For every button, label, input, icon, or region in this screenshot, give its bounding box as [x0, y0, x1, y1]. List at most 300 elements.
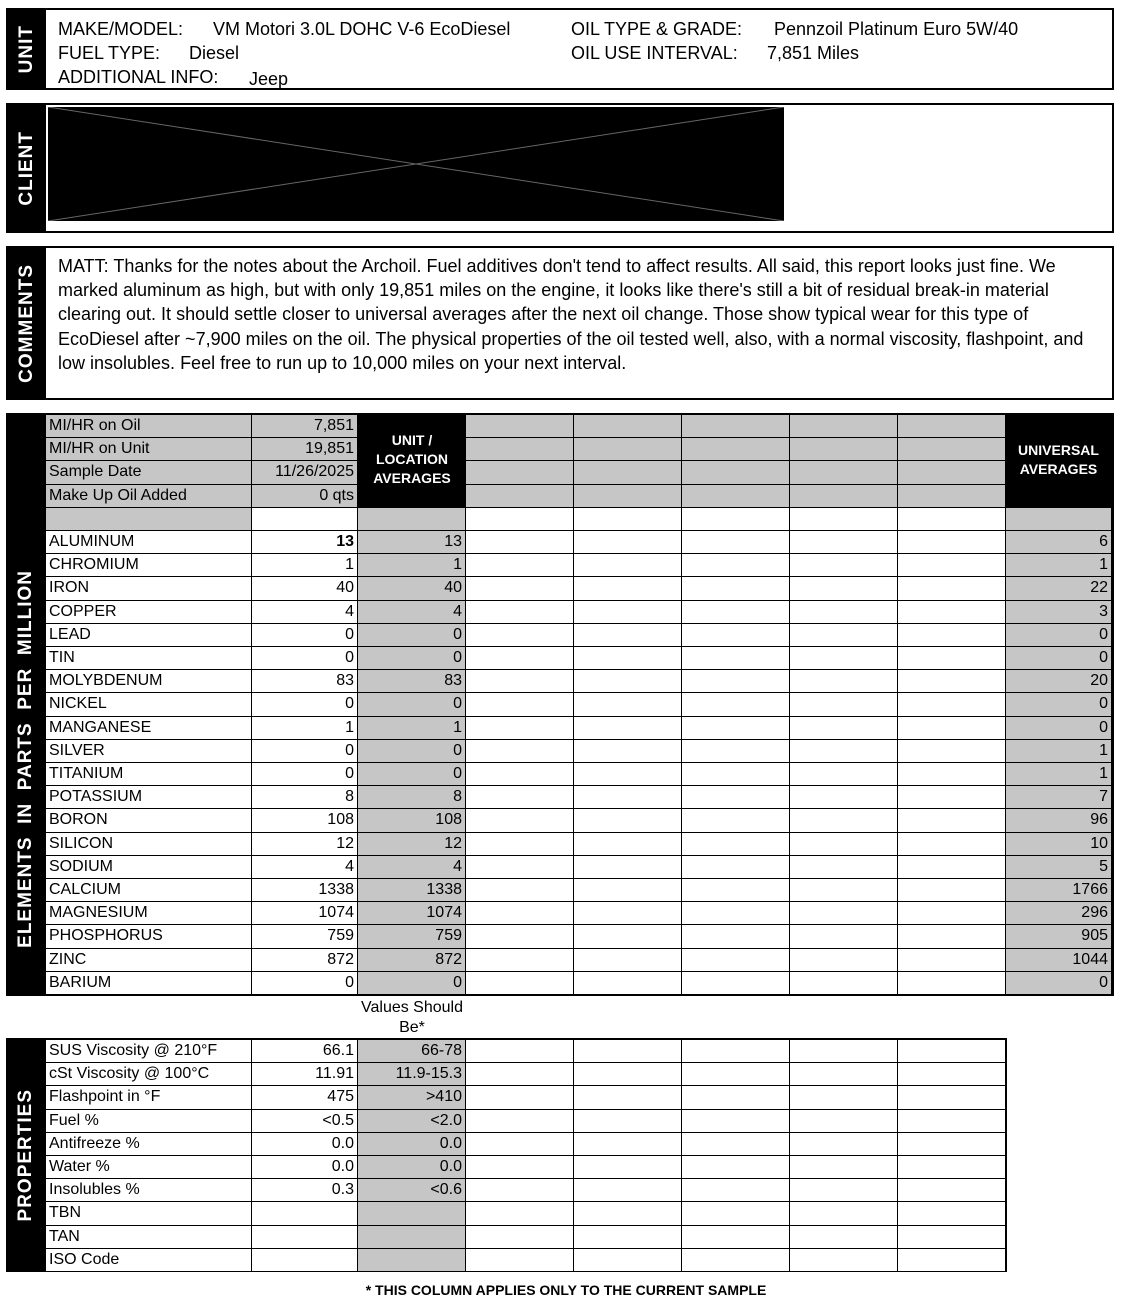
property-name: TBN: [46, 1202, 251, 1224]
additional-info-value: Jeep: [249, 69, 289, 89]
empty-sample-cell: [466, 624, 573, 646]
empty-sample-cell: [574, 461, 681, 483]
empty-sample-cell: [466, 879, 573, 901]
empty-sample-cell: [466, 1226, 573, 1248]
empty-sample-cell: [790, 925, 897, 947]
empty-sample-cell: [466, 949, 573, 971]
element-unit-average: 83: [358, 670, 465, 692]
empty-sample-cell: [790, 1133, 897, 1155]
empty-sample-cell: [466, 461, 573, 483]
empty-sample-cell: [898, 1110, 1005, 1132]
empty-sample-cell: [790, 1110, 897, 1132]
element-name: PHOSPHORUS: [46, 925, 251, 947]
additional-info-label: ADDITIONAL INFO:: [58, 67, 219, 87]
empty-sample-cell: [682, 1249, 789, 1271]
empty-sample-cell: [574, 531, 681, 553]
empty-sample-cell: [466, 438, 573, 460]
fuel-type-value: Diesel: [189, 43, 240, 63]
empty-sample-cell: [682, 1226, 789, 1248]
empty-sample-cell: [466, 717, 573, 739]
empty-sample-cell: [682, 833, 789, 855]
element-name: ALUMINUM: [46, 531, 251, 553]
property-should-be: 0.0: [358, 1133, 465, 1155]
element-value: 108: [252, 809, 357, 831]
empty-sample-cell: [466, 925, 573, 947]
empty-sample-cell: [574, 902, 681, 924]
header-row-value: 0 qts: [252, 485, 357, 507]
element-unit-average: 40: [358, 577, 465, 599]
empty-sample-cell: [682, 1156, 789, 1178]
property-name: Water %: [46, 1156, 251, 1178]
client-section: [6, 103, 1114, 233]
property-name: Insolubles %: [46, 1179, 251, 1201]
empty-sample-cell: [790, 833, 897, 855]
unit-tab: UNIT: [8, 10, 46, 88]
element-universal-average: 0: [1006, 693, 1111, 715]
empty-sample-cell: [682, 554, 789, 576]
element-unit-average: 108: [358, 809, 465, 831]
empty-sample-cell: [466, 531, 573, 553]
element-universal-average: 1766: [1006, 879, 1111, 901]
empty-sample-cell: [682, 925, 789, 947]
empty-sample-cell: [790, 693, 897, 715]
element-unit-average: 13: [358, 531, 465, 553]
property-should-be: [358, 1249, 465, 1271]
element-universal-average: 1: [1006, 554, 1111, 576]
empty-sample-cell: [466, 856, 573, 878]
empty-sample-cell: [466, 740, 573, 762]
empty-sample-cell: [466, 670, 573, 692]
empty-sample-cell: [898, 438, 1005, 460]
element-name: MAGNESIUM: [46, 902, 251, 924]
element-name: MOLYBDENUM: [46, 670, 251, 692]
element-name: BORON: [46, 809, 251, 831]
empty-sample-cell: [574, 879, 681, 901]
empty-sample-cell: [790, 554, 897, 576]
element-unit-average: 0: [358, 647, 465, 669]
empty-sample-cell: [682, 786, 789, 808]
empty-sample-cell: [898, 531, 1005, 553]
empty-sample-cell: [682, 601, 789, 623]
element-value: 40: [252, 577, 357, 599]
empty-sample-cell: [574, 972, 681, 994]
property-name: Antifreeze %: [46, 1133, 251, 1155]
element-universal-average: 96: [1006, 809, 1111, 831]
empty-sample-cell: [682, 902, 789, 924]
empty-sample-cell: [466, 1133, 573, 1155]
empty-sample-cell: [466, 693, 573, 715]
empty-sample-cell: [574, 833, 681, 855]
fuel-type-label: FUEL TYPE:: [58, 43, 161, 63]
header-row-label: MI/HR on Oil: [46, 415, 251, 437]
empty-sample-cell: [466, 786, 573, 808]
empty-sample-cell: [682, 879, 789, 901]
oil-type-label: OIL TYPE & GRADE:: [571, 19, 743, 39]
element-value: 12: [252, 833, 357, 855]
empty-sample-cell: [898, 693, 1005, 715]
element-name: SILICON: [46, 833, 251, 855]
empty-sample-cell: [898, 1063, 1005, 1085]
empty-sample-cell: [898, 902, 1005, 924]
empty-sample-cell: [790, 461, 897, 483]
empty-sample-cell: [898, 1202, 1005, 1224]
empty-sample-cell: [574, 415, 681, 437]
unit-avg-header: UNIT / LOCATION AVERAGES: [373, 432, 451, 486]
property-name: SUS Viscosity @ 210°F: [46, 1040, 251, 1062]
empty-sample-cell: [682, 577, 789, 599]
element-universal-average: 0: [1006, 647, 1111, 669]
empty-sample-cell: [682, 949, 789, 971]
empty-sample-cell: [898, 1249, 1005, 1271]
element-value: 13: [252, 531, 357, 553]
empty-sample-cell: [790, 1249, 897, 1271]
element-value: 0: [252, 763, 357, 785]
element-unit-average: 8: [358, 786, 465, 808]
element-value: 759: [252, 925, 357, 947]
element-universal-average: 10: [1006, 833, 1111, 855]
element-value: 8: [252, 786, 357, 808]
property-name: Flashpoint in °F: [46, 1086, 251, 1108]
empty-sample-cell: [790, 717, 897, 739]
element-name: POTASSIUM: [46, 786, 251, 808]
element-unit-average: 0: [358, 972, 465, 994]
empty-sample-cell: [682, 438, 789, 460]
empty-sample-cell: [790, 902, 897, 924]
empty-sample-cell: [790, 415, 897, 437]
empty-sample-cell: [574, 740, 681, 762]
element-name: LEAD: [46, 624, 251, 646]
property-value: 475: [252, 1086, 357, 1108]
element-name: NICKEL: [46, 693, 251, 715]
element-unit-average: 4: [358, 856, 465, 878]
element-unit-average: 0: [358, 763, 465, 785]
spacer-cell: [1006, 508, 1111, 530]
empty-sample-cell: [898, 647, 1005, 669]
element-value: 0: [252, 972, 357, 994]
empty-sample-cell: [790, 1156, 897, 1178]
empty-sample-cell: [898, 949, 1005, 971]
empty-sample-cell: [574, 949, 681, 971]
empty-sample-cell: [790, 740, 897, 762]
empty-sample-cell: [466, 1156, 573, 1178]
element-value: 1338: [252, 879, 357, 901]
empty-sample-cell: [682, 717, 789, 739]
empty-sample-cell: [898, 1156, 1005, 1178]
element-name: ZINC: [46, 949, 251, 971]
empty-sample-cell: [682, 1133, 789, 1155]
element-value: 0: [252, 693, 357, 715]
property-should-be: >410: [358, 1086, 465, 1108]
header-row-label: Sample Date: [46, 461, 251, 483]
empty-sample-cell: [790, 809, 897, 831]
spacer-cell: [790, 508, 897, 530]
property-value: <0.5: [252, 1110, 357, 1132]
empty-sample-cell: [898, 856, 1005, 878]
element-name: IRON: [46, 577, 251, 599]
spacer-cell: [898, 508, 1005, 530]
empty-sample-cell: [682, 670, 789, 692]
property-value: 0.0: [252, 1133, 357, 1155]
property-should-be: [358, 1226, 465, 1248]
empty-sample-cell: [682, 1110, 789, 1132]
empty-sample-cell: [898, 1133, 1005, 1155]
element-universal-average: 0: [1006, 717, 1111, 739]
empty-sample-cell: [790, 438, 897, 460]
empty-sample-cell: [790, 949, 897, 971]
property-should-be: 0.0: [358, 1156, 465, 1178]
empty-sample-cell: [466, 1179, 573, 1201]
property-value: 11.91: [252, 1063, 357, 1085]
element-unit-average: 1338: [358, 879, 465, 901]
element-universal-average: 20: [1006, 670, 1111, 692]
empty-sample-cell: [898, 1226, 1005, 1248]
client-redaction-box: [48, 107, 784, 221]
empty-sample-cell: [574, 1040, 681, 1062]
empty-sample-cell: [466, 554, 573, 576]
property-value: [252, 1249, 357, 1271]
empty-sample-cell: [466, 577, 573, 599]
property-should-be: <2.0: [358, 1110, 465, 1132]
element-universal-average: 0: [1006, 972, 1111, 994]
empty-sample-cell: [682, 809, 789, 831]
element-name: TITANIUM: [46, 763, 251, 785]
oil-interval-label: OIL USE INTERVAL:: [571, 43, 738, 63]
empty-sample-cell: [466, 1110, 573, 1132]
empty-sample-cell: [790, 1226, 897, 1248]
comments-tab: COMMENTS: [8, 248, 46, 398]
empty-sample-cell: [574, 1179, 681, 1201]
empty-sample-cell: [898, 717, 1005, 739]
unit-section: [6, 8, 1114, 90]
empty-sample-cell: [682, 693, 789, 715]
empty-sample-cell: [790, 856, 897, 878]
redaction-cross-icon: [48, 107, 784, 221]
empty-sample-cell: [790, 577, 897, 599]
element-value: 1: [252, 554, 357, 576]
spacer-cell: [46, 508, 251, 530]
properties-tab: PROPERTIES: [15, 1088, 36, 1222]
empty-sample-cell: [574, 1110, 681, 1132]
empty-sample-cell: [682, 1086, 789, 1108]
property-should-be: 11.9-15.3: [358, 1063, 465, 1085]
empty-sample-cell: [790, 1202, 897, 1224]
spacer-cell: [358, 508, 465, 530]
properties-grid: [6, 1038, 1007, 1272]
empty-sample-cell: [466, 833, 573, 855]
property-name: ISO Code: [46, 1249, 251, 1271]
element-unit-average: 0: [358, 740, 465, 762]
empty-sample-cell: [466, 809, 573, 831]
empty-sample-cell: [466, 763, 573, 785]
empty-sample-cell: [574, 717, 681, 739]
empty-sample-cell: [898, 925, 1005, 947]
oil-type-value: Pennzoil Platinum Euro 5W/40: [774, 19, 1019, 39]
element-unit-average: 4: [358, 601, 465, 623]
empty-sample-cell: [790, 763, 897, 785]
empty-sample-cell: [682, 624, 789, 646]
element-unit-average: 1: [358, 717, 465, 739]
empty-sample-cell: [790, 879, 897, 901]
element-universal-average: 7: [1006, 786, 1111, 808]
element-universal-average: 1044: [1006, 949, 1111, 971]
element-name: CALCIUM: [46, 879, 251, 901]
make-model-label: MAKE/MODEL:: [58, 19, 184, 39]
empty-sample-cell: [466, 1040, 573, 1062]
empty-sample-cell: [790, 972, 897, 994]
element-value: 4: [252, 856, 357, 878]
header-row-value: 19,851: [252, 438, 357, 460]
empty-sample-cell: [898, 1086, 1005, 1108]
element-name: SILVER: [46, 740, 251, 762]
element-universal-average: 296: [1006, 902, 1111, 924]
universal-avg-header: UNIVERSAL AVERAGES: [1018, 442, 1099, 477]
element-unit-average: 1074: [358, 902, 465, 924]
empty-sample-cell: [466, 902, 573, 924]
element-universal-average: 6: [1006, 531, 1111, 553]
empty-sample-cell: [682, 1063, 789, 1085]
element-value: 0: [252, 624, 357, 646]
empty-sample-cell: [898, 601, 1005, 623]
element-unit-average: 0: [358, 624, 465, 646]
empty-sample-cell: [790, 670, 897, 692]
comments-section: [6, 246, 1114, 400]
elements-grid: [6, 413, 1114, 996]
empty-sample-cell: [898, 809, 1005, 831]
element-value: 83: [252, 670, 357, 692]
empty-sample-cell: [574, 624, 681, 646]
empty-sample-cell: [466, 1063, 573, 1085]
empty-sample-cell: [466, 601, 573, 623]
empty-sample-cell: [574, 763, 681, 785]
header-row-value: 11/26/2025: [252, 461, 357, 483]
client-tab: CLIENT: [8, 105, 46, 231]
empty-sample-cell: [574, 856, 681, 878]
spacer-cell: [466, 508, 573, 530]
empty-sample-cell: [682, 1202, 789, 1224]
element-name: TIN: [46, 647, 251, 669]
empty-sample-cell: [466, 485, 573, 507]
property-name: Fuel %: [46, 1110, 251, 1132]
header-row-label: Make Up Oil Added: [46, 485, 251, 507]
empty-sample-cell: [574, 809, 681, 831]
empty-sample-cell: [898, 763, 1005, 785]
empty-sample-cell: [898, 833, 1005, 855]
element-universal-average: 1: [1006, 763, 1111, 785]
comments-text: MATT: Thanks for the notes about the Archoil. Fuel additives don't tend to affect results. All said, this report looks just fine. We marked aluminum as high, but with only 19,851 miles on the engine, it looks like there's still a bit of residual break-in material clearing out. It should settle closer to universal averages after the next oil change. Those show typical wear for this type of EcoDiesel after ~7,900 miles on the oil. The physical properties of the oil tested well, also, with a normal viscosity, flashpoint, and low insolubles. Feel free to run up to 10,000 miles on your next interval.: [58, 256, 1084, 373]
header-row-label: MI/HR on Unit: [46, 438, 251, 460]
empty-sample-cell: [574, 1133, 681, 1155]
property-should-be: 66-78: [358, 1040, 465, 1062]
property-value: [252, 1202, 357, 1224]
property-should-be: [358, 1202, 465, 1224]
empty-sample-cell: [898, 624, 1005, 646]
empty-sample-cell: [574, 693, 681, 715]
empty-sample-cell: [466, 1202, 573, 1224]
empty-sample-cell: [574, 554, 681, 576]
empty-sample-cell: [790, 624, 897, 646]
empty-sample-cell: [574, 786, 681, 808]
empty-sample-cell: [682, 972, 789, 994]
empty-sample-cell: [898, 485, 1005, 507]
element-value: 1074: [252, 902, 357, 924]
empty-sample-cell: [574, 1226, 681, 1248]
empty-sample-cell: [790, 1063, 897, 1085]
empty-sample-cell: [898, 461, 1005, 483]
element-name: CHROMIUM: [46, 554, 251, 576]
empty-sample-cell: [574, 925, 681, 947]
element-universal-average: 0: [1006, 624, 1111, 646]
element-name: MANGANESE: [46, 717, 251, 739]
property-name: TAN: [46, 1226, 251, 1248]
element-value: 4: [252, 601, 357, 623]
empty-sample-cell: [682, 531, 789, 553]
empty-sample-cell: [574, 670, 681, 692]
element-universal-average: 3: [1006, 601, 1111, 623]
empty-sample-cell: [466, 972, 573, 994]
property-name: cSt Viscosity @ 100°C: [46, 1063, 251, 1085]
empty-sample-cell: [682, 740, 789, 762]
property-value: 0.3: [252, 1179, 357, 1201]
empty-sample-cell: [574, 485, 681, 507]
element-value: 872: [252, 949, 357, 971]
empty-sample-cell: [466, 415, 573, 437]
empty-sample-cell: [898, 415, 1005, 437]
empty-sample-cell: [466, 647, 573, 669]
element-name: BARIUM: [46, 972, 251, 994]
empty-sample-cell: [898, 1040, 1005, 1062]
empty-sample-cell: [574, 647, 681, 669]
element-unit-average: 0: [358, 693, 465, 715]
element-value: 1: [252, 717, 357, 739]
empty-sample-cell: [682, 485, 789, 507]
empty-sample-cell: [898, 670, 1005, 692]
property-value: [252, 1226, 357, 1248]
empty-sample-cell: [574, 1249, 681, 1271]
empty-sample-cell: [682, 763, 789, 785]
empty-sample-cell: [574, 601, 681, 623]
empty-sample-cell: [790, 531, 897, 553]
element-universal-average: 905: [1006, 925, 1111, 947]
empty-sample-cell: [682, 647, 789, 669]
empty-sample-cell: [574, 1202, 681, 1224]
element-unit-average: 1: [358, 554, 465, 576]
spacer-cell: [682, 508, 789, 530]
empty-sample-cell: [898, 740, 1005, 762]
empty-sample-cell: [574, 1156, 681, 1178]
element-unit-average: 872: [358, 949, 465, 971]
empty-sample-cell: [574, 577, 681, 599]
empty-sample-cell: [790, 601, 897, 623]
element-name: SODIUM: [46, 856, 251, 878]
element-unit-average: 759: [358, 925, 465, 947]
empty-sample-cell: [682, 461, 789, 483]
empty-sample-cell: [466, 1249, 573, 1271]
spacer-cell: [252, 508, 357, 530]
property-value: 0.0: [252, 1156, 357, 1178]
empty-sample-cell: [682, 415, 789, 437]
empty-sample-cell: [790, 786, 897, 808]
property-should-be: <0.6: [358, 1179, 465, 1201]
empty-sample-cell: [898, 786, 1005, 808]
empty-sample-cell: [574, 1086, 681, 1108]
element-value: 0: [252, 740, 357, 762]
empty-sample-cell: [466, 1086, 573, 1108]
oil-interval-value: 7,851 Miles: [767, 43, 860, 63]
empty-sample-cell: [790, 485, 897, 507]
empty-sample-cell: [790, 647, 897, 669]
element-unit-average: 12: [358, 833, 465, 855]
should-be-header: Values Should Be*: [361, 999, 463, 1036]
